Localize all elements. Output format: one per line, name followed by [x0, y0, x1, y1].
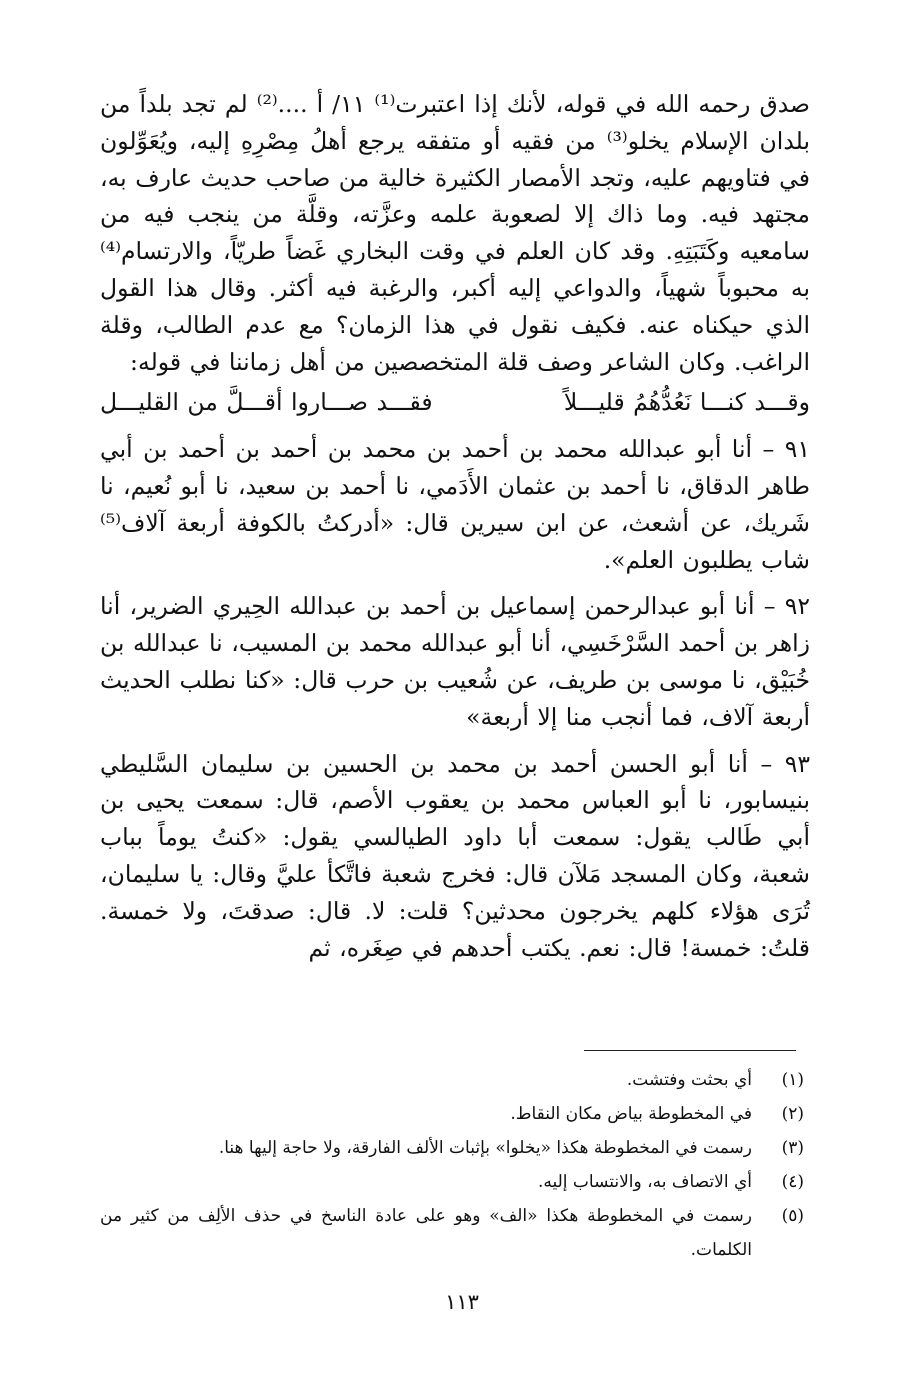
page-number: ١١٣	[445, 1290, 479, 1314]
narration-text: أنا أبو عبدالله محمد بن أحمد بن محمد بن أحمد بن أحمد بن أبي طاهر الدقاق، نا أحمد بن عثمان الأَدَمي، نا أحمد بن سعيد، نا أبو نُعيم، نا شَريك، عن أشعث، عن ابن سيرين قال: «أدركتُ بالكوفة أربعة آلاف⁽⁵⁾ شاب يطلبون العلم».	[100, 435, 810, 574]
narration-number: ٩٣ –	[760, 749, 810, 778]
narration-text: أنا أبو الحسن أحمد بن محمد بن الحسين بن سليمان السَّليطي بنيسابور، نا أبو العباس محمد بن يعقوب الأصم، قال: سمعت يحيى بن أبي طَالب يقول: سمعت أبا داود الطيالسي يقول: «كنتُ يوماً بباب شعبة، وكان المسجد مَلآن قال: فخرج شعبة فاتَّكأ عليَّ وقال: يا سليمان، تُرَى هؤلاء كلهم يخرجون محدثين؟ قلت: لا. قال: صدقتَ، ولا خمسة. قلتُ: خمسة! قال: نعم. يكتب أحدهم في صِغَره، ثم	[100, 749, 810, 962]
footnote-5	[100, 1199, 810, 1267]
intro-paragraph: صدق رحمه الله في قوله، لأنك إذا اعتبرت⁽¹⁾ ١١/ أ ....⁽²⁾ لم تجد بلداً من بلدان الإسلام يخلو⁽³⁾ من فقيه أو متفقه يرجع أهلُ مِصْرِهِ إليه، ويُعَوِّلون في فتاويهم عليه، وتجد الأمصار الكثيرة خالية من صاحب حديث عارف به، مجتهد فيه. وما ذاك إلا لصعوبة علمه وعزَّته، وقلَّة من ينجب فيه من سامعيه وكَتَبَتِهِ. وقد كان العلم في وقت البخاري غَضاً طريّاً، والارتسام⁽⁴⁾ به محبوباً شهياً، والدواعي إليه أكبر، والرغبة فيه أكثر. وقال هذا القول الذي حيكناه عنه. فكيف نقول في هذا الزمان؟ مع عدم الطالب، وقلة الراغب. وكان الشاعر وصف قلة المتخصصين من أهل زماننا في قوله:	[100, 90, 810, 376]
footnote-text: رسمت في المخطوطة هكذا «يخلوا» بإثبات الألف الفارقة، ولا حاجة إليها هنا.	[218, 1138, 752, 1158]
poetry-verse	[100, 384, 810, 421]
footnote-3	[100, 1131, 810, 1165]
footnote-4	[100, 1165, 810, 1199]
footnote-text: رسمت في المخطوطة هكذا «الف» وهو على عادة الناسخ في حذف الألِف من كثير من الكلمات.	[100, 1206, 752, 1260]
narration-number: ٩٢ –	[763, 592, 810, 621]
main-text	[100, 86, 810, 966]
footnote-2	[100, 1097, 810, 1131]
verse-second-hemistich: فقـــد صـــاروا أقـــلَّ من القليـــل	[100, 388, 433, 417]
footnote-text: في المخطوطة بياض مكان النقاط.	[510, 1104, 752, 1124]
footnotes	[100, 1063, 810, 1267]
footnote-text: أي بحثت وفتشت.	[626, 1070, 752, 1090]
footnote-1	[100, 1063, 810, 1097]
footnote-number: (٥)	[781, 1206, 804, 1226]
footnote-number: (٢)	[781, 1104, 804, 1124]
narration-93	[100, 746, 810, 967]
narration-92	[100, 588, 810, 735]
verse-first-hemistich: وقـــد كنـــا نَعُدُّهُمُ قليـــلاً	[563, 388, 810, 417]
footnote-number: (٣)	[781, 1138, 804, 1158]
footnote-text: أي الاتصاف به، والانتساب إليه.	[537, 1172, 752, 1192]
narration-number: ٩١ –	[762, 435, 810, 464]
narration-text: أنا أبو عبدالرحمن إسماعيل بن أحمد بن عبدالله الحِيري الضرير، أنا زاهر بن أحمد السَّرْخَسِي، أنا أبو عبدالله محمد بن المسيب، نا عبدالله بن خُبَيْق، نا موسى بن طريف، عن شُعيب بن حرب قال: «كنا نطلب الحديث أربعة آلاف، فما أنجب منا إلا أربعة»	[100, 592, 810, 731]
footnote-number: (٤)	[781, 1172, 804, 1192]
narration-91	[100, 431, 810, 578]
footnote-number: (١)	[781, 1070, 804, 1090]
footnote-separator	[584, 1050, 796, 1051]
